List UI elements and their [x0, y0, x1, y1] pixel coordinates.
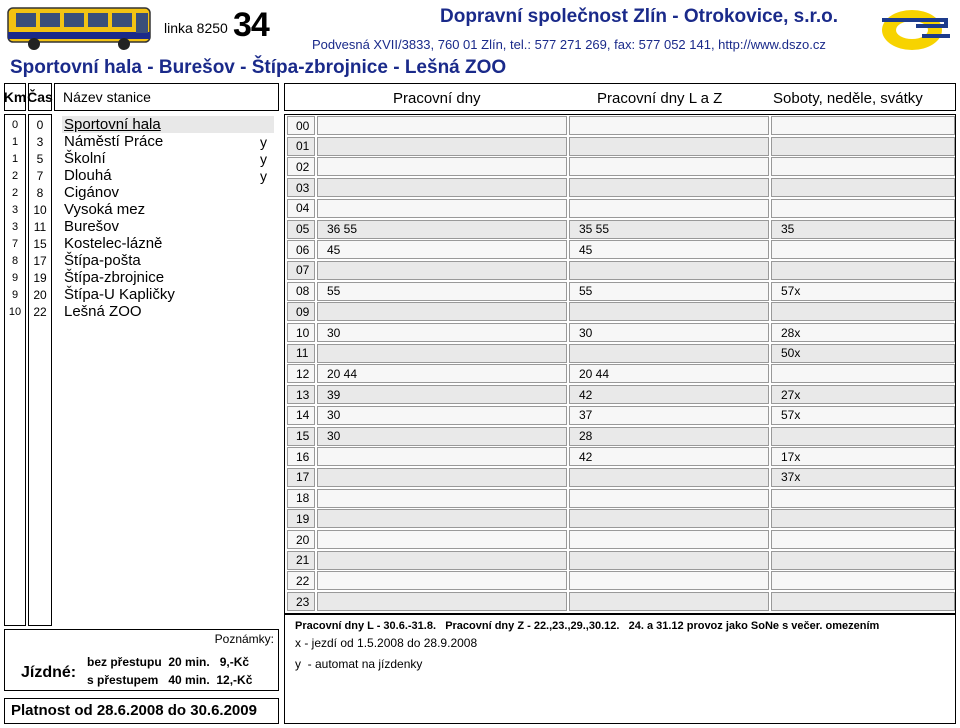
timetable-row [285, 136, 957, 156]
stop-time: 11 [33, 219, 47, 234]
stop-name: Vysoká mez [64, 201, 146, 218]
weekend-cell [771, 551, 955, 570]
weekend-cell: 57x [771, 406, 955, 425]
timetable-row [285, 301, 957, 321]
stop-name: Sportovní hala [62, 116, 274, 133]
workdays-lz-cell [569, 116, 769, 135]
stop-km: 9 [11, 288, 19, 301]
time-header: Čas [28, 83, 52, 111]
timetable-row [285, 322, 957, 342]
workdays-cell [317, 137, 567, 156]
stop-name: Štípa-pošta [64, 252, 141, 269]
hour-cell: 22 [287, 571, 315, 590]
hour-cell: 04 [287, 199, 315, 218]
weekend-cell [771, 509, 955, 528]
bus-icon [6, 4, 154, 52]
timetable-row [285, 343, 957, 363]
hour-cell: 21 [287, 551, 315, 570]
timetable-row [285, 529, 957, 549]
validity: Platnost od 28.6.2008 do 30.6.2009 [4, 698, 279, 724]
weekend-cell: 27x [771, 385, 955, 404]
stop-time: 8 [36, 185, 44, 200]
fare-label: Jízdné: [21, 664, 77, 681]
stop-name: Dlouhá [64, 167, 112, 184]
weekend-cell [771, 530, 955, 549]
hour-cell: 09 [287, 302, 315, 321]
stop-time: 3 [36, 134, 44, 149]
hour-cell: 20 [287, 530, 315, 549]
stop-time: 0 [36, 117, 44, 132]
stop-row [4, 167, 279, 184]
hour-cell: 00 [287, 116, 315, 135]
stop-name: Cigánov [64, 184, 120, 201]
hour-cell: 19 [287, 509, 315, 528]
stop-time: 10 [33, 202, 47, 217]
hour-cell: 10 [287, 323, 315, 342]
hour-cell: 02 [287, 157, 315, 176]
workdays-lz-cell: 55 [569, 282, 769, 301]
stop-row [4, 201, 279, 218]
workdays-lz-cell [569, 137, 769, 156]
workdays-lz-cell [569, 344, 769, 363]
workdays-cell [317, 302, 567, 321]
timetable-row [285, 550, 957, 570]
stop-row [4, 235, 279, 252]
hour-cell: 03 [287, 178, 315, 197]
stop-row [4, 116, 279, 133]
workdays-lz-cell: 30 [569, 323, 769, 342]
timetable-row [285, 508, 957, 528]
weekend-cell [771, 178, 955, 197]
weekend-cell: 57x [771, 282, 955, 301]
workdays-lz-cell [569, 571, 769, 590]
hour-cell: 05 [287, 220, 315, 239]
weekend-cell [771, 240, 955, 259]
stop-km: 1 [11, 152, 19, 165]
workdays-lz-cell [569, 261, 769, 280]
workdays-cell [317, 592, 567, 611]
workdays-cell [317, 199, 567, 218]
hour-cell: 12 [287, 364, 315, 383]
stop-row [4, 184, 279, 201]
weekend-cell: 17x [771, 447, 955, 466]
stop-km: 1 [11, 135, 19, 148]
weekend-cell: 28x [771, 323, 955, 342]
workdays-lz-cell [569, 178, 769, 197]
stop-km: 0 [11, 118, 19, 131]
workdays-cell [317, 571, 567, 590]
company-name: Dopravní společnost Zlín - Otrokovice, s.r.o. [440, 6, 839, 27]
stop-name: Štípa-zbrojnice [64, 269, 165, 286]
dszo-logo-icon [876, 6, 952, 54]
stop-name: Lešná ZOO [64, 303, 142, 320]
timetable-row [285, 198, 957, 218]
line-label: linka 8250 [164, 20, 228, 36]
hour-cell: 17 [287, 468, 315, 487]
timetable-row [285, 281, 957, 301]
note-operation: Pracovní dny L - 30.6.-31.8. Pracovní dny Z - 22.,23.,29.,30.12. 24. a 31.12 provoz jako SoNe s večer. omezením [295, 620, 880, 632]
workdays-lz-cell [569, 157, 769, 176]
stop-row [4, 303, 279, 320]
timetable-row [285, 591, 957, 611]
stop-time: 7 [36, 168, 44, 183]
workdays-cell: 55 [317, 282, 567, 301]
workdays-lz-cell: 20 44 [569, 364, 769, 383]
workdays-cell [317, 530, 567, 549]
stop-km: 2 [11, 169, 19, 182]
weekend-cell [771, 157, 955, 176]
timetable-row [285, 405, 957, 425]
weekend-cell [771, 364, 955, 383]
fare-with-transfer: s přestupem 40 min. 12,-Kč [87, 673, 253, 687]
hour-cell: 23 [287, 592, 315, 611]
workdays-lz-cell: 45 [569, 240, 769, 259]
timetable-row [285, 488, 957, 508]
stop-row [4, 252, 279, 269]
workdays-cell [317, 116, 567, 135]
stop-km: 2 [11, 186, 19, 199]
notes-label: Poznámky: [214, 632, 274, 646]
workdays-cell: 30 [317, 427, 567, 446]
workdays-lz-cell: 42 [569, 447, 769, 466]
fare-box [4, 629, 279, 691]
workdays-cell [317, 157, 567, 176]
stop-row [4, 150, 279, 167]
workdays-lz-cell [569, 489, 769, 508]
weekend-cell [771, 137, 955, 156]
stop-row [4, 269, 279, 286]
stop-row [4, 286, 279, 303]
weekend-cell [771, 261, 955, 280]
weekend-cell: 35 [771, 220, 955, 239]
workdays-cell [317, 447, 567, 466]
stop-time: 22 [33, 304, 47, 319]
weekend-cell [771, 199, 955, 218]
hour-cell: 18 [287, 489, 315, 508]
hour-cell: 16 [287, 447, 315, 466]
workdays-lz-cell: 28 [569, 427, 769, 446]
stop-km: 3 [11, 203, 19, 216]
workdays-cell [317, 509, 567, 528]
workdays-cell: 30 [317, 323, 567, 342]
stop-name: Štípa-U Kapličky [64, 286, 175, 303]
stop-time: 15 [33, 236, 47, 251]
timetable-row [285, 446, 957, 466]
line-number: 34 [233, 6, 269, 44]
stop-km: 10 [8, 305, 22, 318]
hour-cell: 14 [287, 406, 315, 425]
workdays-cell [317, 468, 567, 487]
stop-time: 17 [33, 253, 47, 268]
stop-flag: y [260, 133, 267, 150]
workdays-cell: 39 [317, 385, 567, 404]
workdays-lz-cell: 42 [569, 385, 769, 404]
workdays-cell: 30 [317, 406, 567, 425]
note-x: x - jezdí od 1.5.2008 do 28.9.2008 [295, 636, 478, 650]
workdays-lz-cell [569, 592, 769, 611]
fare-no-transfer: bez přestupu 20 min. 9,-Kč [87, 655, 250, 669]
stop-km: 3 [11, 220, 19, 233]
timetable-header [284, 83, 956, 111]
stop-name: Školní [64, 150, 106, 167]
weekend-cell [771, 489, 955, 508]
workdays-lz-cell [569, 199, 769, 218]
timetable-row [285, 177, 957, 197]
weekend-cell [771, 302, 955, 321]
workdays-lz-cell: 35 55 [569, 220, 769, 239]
stop-flag: y [260, 150, 267, 167]
workdays-cell: 45 [317, 240, 567, 259]
timetable-row [285, 260, 957, 280]
stop-list [4, 114, 279, 324]
weekend-cell: 50x [771, 344, 955, 363]
workdays-cell [317, 178, 567, 197]
workdays-cell: 36 55 [317, 220, 567, 239]
stop-km: 7 [11, 237, 19, 250]
timetable-row [285, 384, 957, 404]
stop-time: 5 [36, 151, 44, 166]
stop-name: Náměstí Práce [64, 133, 164, 150]
col-header-weekends: Soboty, neděle, svátky [773, 90, 923, 107]
weekend-cell [771, 571, 955, 590]
timetable [284, 114, 956, 614]
hour-cell: 06 [287, 240, 315, 259]
workdays-lz-cell [569, 302, 769, 321]
company-address: Podvesná XVII/3833, 760 01 Zlín, tel.: 577 271 269, fax: 577 052 141, http://www.dszo.cz [312, 37, 826, 52]
workdays-lz-cell [569, 530, 769, 549]
hour-cell: 15 [287, 427, 315, 446]
route-title: Sportovní hala - Burešov - Štípa-zbrojnice - Lešná ZOO [10, 57, 507, 78]
stop-name-header: Název stanice [54, 83, 279, 111]
timetable-row [285, 570, 957, 590]
stop-km: 9 [11, 271, 19, 284]
workdays-lz-cell [569, 551, 769, 570]
stop-km: 8 [11, 254, 19, 267]
note-y: y - automat na jízdenky [295, 657, 423, 671]
col-header-workdays-lz: Pracovní dny L a Z [597, 90, 723, 107]
timetable-row [285, 467, 957, 487]
workdays-lz-cell [569, 509, 769, 528]
stop-row [4, 133, 279, 150]
timetable-row [285, 219, 957, 239]
stop-row [4, 218, 279, 235]
weekend-cell [771, 116, 955, 135]
weekend-cell: 37x [771, 468, 955, 487]
workdays-cell [317, 489, 567, 508]
stop-time: 19 [33, 270, 47, 285]
timetable-row [285, 239, 957, 259]
hour-cell: 13 [287, 385, 315, 404]
hour-cell: 08 [287, 282, 315, 301]
stop-name: Burešov [64, 218, 120, 235]
km-header: Km [4, 83, 26, 111]
workdays-cell [317, 261, 567, 280]
hour-cell: 01 [287, 137, 315, 156]
hour-cell: 07 [287, 261, 315, 280]
timetable-row [285, 115, 957, 135]
timetable-row [285, 426, 957, 446]
workdays-cell [317, 551, 567, 570]
notes-box [284, 614, 956, 724]
workdays-cell [317, 344, 567, 363]
stop-flag: y [260, 167, 267, 184]
hour-cell: 11 [287, 344, 315, 363]
col-header-workdays: Pracovní dny [393, 90, 481, 107]
stop-name: Kostelec-lázně [64, 235, 163, 252]
weekend-cell [771, 427, 955, 446]
timetable-row [285, 156, 957, 176]
workdays-lz-cell [569, 468, 769, 487]
stop-time: 20 [33, 287, 47, 302]
weekend-cell [771, 592, 955, 611]
workdays-lz-cell: 37 [569, 406, 769, 425]
workdays-cell: 20 44 [317, 364, 567, 383]
timetable-row [285, 363, 957, 383]
